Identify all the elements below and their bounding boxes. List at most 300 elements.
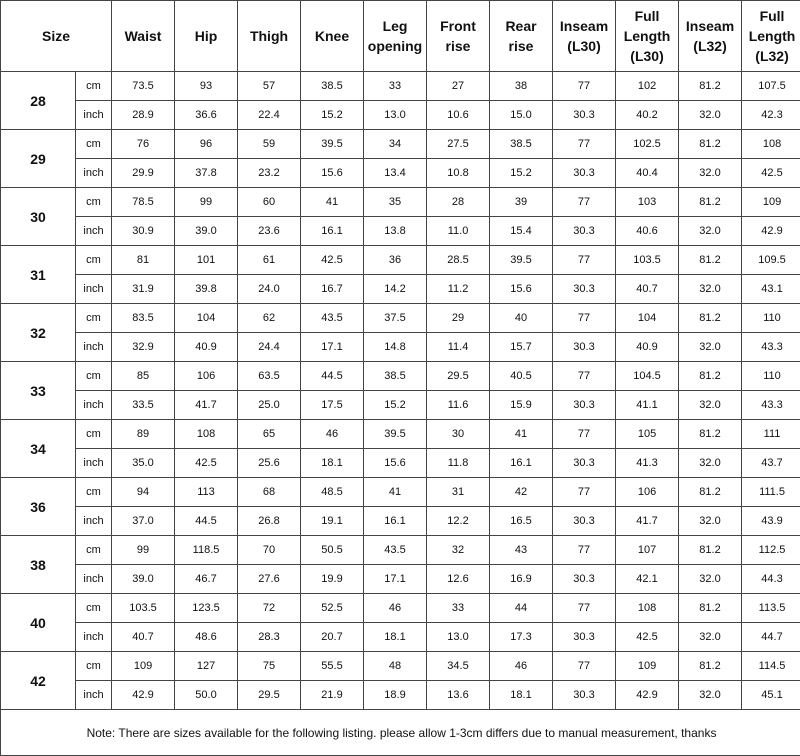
measurement-cell: 61 (238, 246, 301, 275)
measurement-cell: 35 (364, 188, 427, 217)
measurement-cell: 77 (553, 420, 616, 449)
measurement-cell: 101 (175, 246, 238, 275)
column-header (238, 1, 301, 72)
measurement-cell: 35.0 (112, 449, 175, 478)
measurement-cell: 32.0 (679, 101, 742, 130)
unit-label: inch (76, 565, 112, 594)
measurement-cell: 32 (427, 536, 490, 565)
column-header (742, 1, 800, 72)
measurement-cell: 28 (427, 188, 490, 217)
measurement-cell: 39.0 (112, 565, 175, 594)
measurement-cell: 70 (238, 536, 301, 565)
measurement-cell: 38.5 (490, 130, 553, 159)
column-header-line: Thigh (249, 28, 289, 44)
measurement-cell: 104 (616, 304, 679, 333)
column-header-line: Inseam (685, 18, 735, 34)
measurement-cell: 106 (616, 478, 679, 507)
unit-label: cm (76, 246, 112, 275)
table-row (1, 246, 800, 275)
measurement-cell: 44.3 (742, 565, 800, 594)
table-row (1, 130, 800, 159)
measurement-cell: 37.0 (112, 507, 175, 536)
table-row (1, 565, 800, 594)
measurement-cell: 25.6 (238, 449, 301, 478)
measurement-cell: 32.0 (679, 275, 742, 304)
measurement-cell: 16.9 (490, 565, 553, 594)
measurement-cell: 41.7 (175, 391, 238, 420)
measurement-cell: 76 (112, 130, 175, 159)
table-row (1, 101, 800, 130)
column-header (490, 1, 553, 72)
column-header-line: Leg (382, 18, 408, 34)
measurement-cell: 111.5 (742, 478, 800, 507)
measurement-cell: 44.7 (742, 623, 800, 652)
measurement-cell: 32.0 (679, 565, 742, 594)
measurement-cell: 21.9 (301, 681, 364, 710)
size-label: 31 (1, 246, 76, 304)
measurement-cell: 103 (616, 188, 679, 217)
measurement-cell: 27.6 (238, 565, 301, 594)
measurement-cell: 81.2 (679, 536, 742, 565)
measurement-cell: 11.8 (427, 449, 490, 478)
unit-label: cm (76, 130, 112, 159)
size-label: 40 (1, 594, 76, 652)
size-label: 32 (1, 304, 76, 362)
measurement-cell: 75 (238, 652, 301, 681)
measurement-cell: 33 (427, 594, 490, 623)
measurement-cell: 11.6 (427, 391, 490, 420)
measurement-cell: 46.7 (175, 565, 238, 594)
table-row (1, 159, 800, 188)
measurement-cell: 77 (553, 188, 616, 217)
measurement-cell: 43.3 (742, 391, 800, 420)
measurement-cell: 40.2 (616, 101, 679, 130)
measurement-cell: 118.5 (175, 536, 238, 565)
measurement-cell: 10.6 (427, 101, 490, 130)
unit-label: inch (76, 507, 112, 536)
measurement-cell: 30.3 (553, 333, 616, 362)
measurement-cell: 13.8 (364, 217, 427, 246)
measurement-cell: 68 (238, 478, 301, 507)
measurement-cell: 37.5 (364, 304, 427, 333)
column-header-line: rise (508, 38, 534, 54)
measurement-cell: 112.5 (742, 536, 800, 565)
measurement-cell: 109 (112, 652, 175, 681)
table-row (1, 478, 800, 507)
measurement-cell: 18.1 (364, 623, 427, 652)
table-row (1, 217, 800, 246)
measurement-cell: 13.6 (427, 681, 490, 710)
table-row (1, 275, 800, 304)
table-body (1, 72, 800, 710)
measurement-cell: 12.6 (427, 565, 490, 594)
measurement-cell: 30.3 (553, 449, 616, 478)
table-row (1, 420, 800, 449)
table-row (1, 623, 800, 652)
measurement-cell: 42.1 (616, 565, 679, 594)
column-header-line: Rear (505, 18, 537, 34)
column-header-line: Inseam (559, 18, 609, 34)
measurement-cell: 43.1 (742, 275, 800, 304)
unit-label: cm (76, 188, 112, 217)
measurement-cell: 32.0 (679, 391, 742, 420)
measurement-cell: 31.9 (112, 275, 175, 304)
measurement-cell: 11.4 (427, 333, 490, 362)
unit-label: cm (76, 362, 112, 391)
measurement-cell: 45.1 (742, 681, 800, 710)
measurement-cell: 30.3 (553, 623, 616, 652)
measurement-cell: 40.7 (616, 275, 679, 304)
measurement-cell: 41 (301, 188, 364, 217)
measurement-cell: 81.2 (679, 420, 742, 449)
measurement-cell: 15.2 (364, 391, 427, 420)
measurement-cell: 14.2 (364, 275, 427, 304)
measurement-cell: 41.7 (616, 507, 679, 536)
measurement-cell: 30.3 (553, 507, 616, 536)
measurement-cell: 81.2 (679, 246, 742, 275)
measurement-cell: 32.0 (679, 623, 742, 652)
measurement-cell: 42.5 (742, 159, 800, 188)
measurement-cell: 52.5 (301, 594, 364, 623)
measurement-cell: 99 (112, 536, 175, 565)
measurement-cell: 81.2 (679, 652, 742, 681)
measurement-cell: 78.5 (112, 188, 175, 217)
measurement-cell: 55.5 (301, 652, 364, 681)
column-header (112, 1, 175, 72)
measurement-cell: 93 (175, 72, 238, 101)
measurement-cell: 27.5 (427, 130, 490, 159)
column-header-line: Hip (194, 28, 218, 44)
measurement-cell: 23.6 (238, 217, 301, 246)
measurement-cell: 42.3 (742, 101, 800, 130)
measurement-cell: 110 (742, 304, 800, 333)
measurement-cell: 32.0 (679, 449, 742, 478)
measurement-cell: 23.2 (238, 159, 301, 188)
measurement-cell: 30.3 (553, 217, 616, 246)
measurement-cell: 30.3 (553, 391, 616, 420)
column-header-line: Length (748, 28, 796, 44)
measurement-cell: 77 (553, 246, 616, 275)
measurement-cell: 104.5 (616, 362, 679, 391)
measurement-cell: 43.5 (301, 304, 364, 333)
measurement-cell: 34 (364, 130, 427, 159)
measurement-cell: 46 (364, 594, 427, 623)
measurement-cell: 15.6 (490, 275, 553, 304)
column-header-line: (L30) (567, 38, 601, 54)
table-row (1, 333, 800, 362)
measurement-cell: 109 (742, 188, 800, 217)
measurement-cell: 81.2 (679, 188, 742, 217)
measurement-cell: 39.5 (490, 246, 553, 275)
size-label: 38 (1, 536, 76, 594)
measurement-cell: 17.5 (301, 391, 364, 420)
measurement-cell: 81.2 (679, 304, 742, 333)
measurement-cell: 11.2 (427, 275, 490, 304)
measurement-cell: 15.6 (301, 159, 364, 188)
measurement-cell: 24.0 (238, 275, 301, 304)
measurement-cell: 32.0 (679, 333, 742, 362)
measurement-cell: 81 (112, 246, 175, 275)
measurement-cell: 28.5 (427, 246, 490, 275)
measurement-cell: 103.5 (616, 246, 679, 275)
table-row (1, 304, 800, 333)
size-label: 29 (1, 130, 76, 188)
size-label: 28 (1, 72, 76, 130)
measurement-cell: 16.1 (490, 449, 553, 478)
measurement-cell: 42.5 (301, 246, 364, 275)
measurement-cell: 110 (742, 362, 800, 391)
measurement-cell: 102.5 (616, 130, 679, 159)
measurement-cell: 37.8 (175, 159, 238, 188)
measurement-cell: 34.5 (427, 652, 490, 681)
measurement-cell: 40.9 (175, 333, 238, 362)
measurement-cell: 77 (553, 652, 616, 681)
measurement-cell: 30 (427, 420, 490, 449)
measurement-cell: 108 (742, 130, 800, 159)
measurement-cell: 99 (175, 188, 238, 217)
measurement-cell: 28.9 (112, 101, 175, 130)
measurement-cell: 42.9 (112, 681, 175, 710)
measurement-cell: 17.1 (364, 565, 427, 594)
measurement-cell: 41.1 (616, 391, 679, 420)
unit-label: cm (76, 420, 112, 449)
measurement-cell: 48.5 (301, 478, 364, 507)
column-header (616, 1, 679, 72)
column-header-line: Knee (314, 28, 350, 44)
measurement-cell: 39.8 (175, 275, 238, 304)
column-header-line: (L30) (630, 48, 664, 64)
measurement-cell: 40.9 (616, 333, 679, 362)
measurement-cell: 43.7 (742, 449, 800, 478)
measurement-cell: 44.5 (301, 362, 364, 391)
measurement-cell: 33 (364, 72, 427, 101)
measurement-cell: 15.9 (490, 391, 553, 420)
measurement-cell: 114.5 (742, 652, 800, 681)
unit-label: inch (76, 333, 112, 362)
measurement-cell: 32.0 (679, 507, 742, 536)
measurement-cell: 30.3 (553, 159, 616, 188)
measurement-cell: 107 (616, 536, 679, 565)
measurement-cell: 40.5 (490, 362, 553, 391)
measurement-cell: 12.2 (427, 507, 490, 536)
measurement-cell: 16.7 (301, 275, 364, 304)
measurement-cell: 41 (364, 478, 427, 507)
measurement-cell: 113.5 (742, 594, 800, 623)
size-label: 34 (1, 420, 76, 478)
unit-label: inch (76, 217, 112, 246)
unit-label: cm (76, 536, 112, 565)
measurement-cell: 24.4 (238, 333, 301, 362)
measurement-cell: 15.2 (301, 101, 364, 130)
table-row (1, 536, 800, 565)
measurement-cell: 10.8 (427, 159, 490, 188)
measurement-cell: 31 (427, 478, 490, 507)
measurement-cell: 109 (616, 652, 679, 681)
measurement-cell: 20.7 (301, 623, 364, 652)
measurement-cell: 15.0 (490, 101, 553, 130)
table-row (1, 391, 800, 420)
table-row (1, 681, 800, 710)
measurement-cell: 105 (616, 420, 679, 449)
measurement-cell: 43 (490, 536, 553, 565)
measurement-cell: 26.8 (238, 507, 301, 536)
measurement-cell: 42.9 (742, 217, 800, 246)
column-header-line: Full (634, 8, 660, 24)
size-label: 33 (1, 362, 76, 420)
measurement-cell: 18.1 (301, 449, 364, 478)
measurement-cell: 40.6 (616, 217, 679, 246)
measurement-cell: 81.2 (679, 130, 742, 159)
measurement-cell: 60 (238, 188, 301, 217)
column-header-line: opening (367, 38, 423, 54)
unit-label: inch (76, 275, 112, 304)
measurement-cell: 36.6 (175, 101, 238, 130)
measurement-cell: 16.1 (364, 507, 427, 536)
column-header (679, 1, 742, 72)
unit-label: cm (76, 652, 112, 681)
column-header-line: Full (759, 8, 785, 24)
table-row (1, 188, 800, 217)
measurement-cell: 38 (490, 72, 553, 101)
measurement-cell: 46 (301, 420, 364, 449)
measurement-cell: 63.5 (238, 362, 301, 391)
measurement-cell: 81.2 (679, 594, 742, 623)
measurement-cell: 16.5 (490, 507, 553, 536)
measurement-cell: 48.6 (175, 623, 238, 652)
column-header-line: (L32) (755, 48, 789, 64)
measurement-cell: 43.3 (742, 333, 800, 362)
measurement-cell: 19.1 (301, 507, 364, 536)
header-row (1, 1, 800, 72)
measurement-cell: 85 (112, 362, 175, 391)
measurement-cell: 28.3 (238, 623, 301, 652)
measurement-cell: 39 (490, 188, 553, 217)
measurement-cell: 62 (238, 304, 301, 333)
measurement-cell: 33.5 (112, 391, 175, 420)
measurement-cell: 108 (175, 420, 238, 449)
measurement-cell: 29.5 (427, 362, 490, 391)
column-header-line: Length (623, 28, 671, 44)
measurement-cell: 83.5 (112, 304, 175, 333)
measurement-cell: 14.8 (364, 333, 427, 362)
measurement-cell: 29.9 (112, 159, 175, 188)
measurement-cell: 48 (364, 652, 427, 681)
measurement-cell: 32.9 (112, 333, 175, 362)
measurement-cell: 50.0 (175, 681, 238, 710)
measurement-cell: 81.2 (679, 478, 742, 507)
measurement-cell: 43.5 (364, 536, 427, 565)
measurement-cell: 11.0 (427, 217, 490, 246)
measurement-cell: 30.3 (553, 101, 616, 130)
table-row (1, 507, 800, 536)
measurement-cell: 30.9 (112, 217, 175, 246)
measurement-cell: 15.6 (364, 449, 427, 478)
measurement-cell: 17.1 (301, 333, 364, 362)
measurement-cell: 40 (490, 304, 553, 333)
measurement-cell: 42.5 (175, 449, 238, 478)
table-row (1, 594, 800, 623)
unit-label: inch (76, 681, 112, 710)
measurement-cell: 127 (175, 652, 238, 681)
measurement-cell: 107.5 (742, 72, 800, 101)
measurement-cell: 18.1 (490, 681, 553, 710)
measurement-cell: 15.2 (490, 159, 553, 188)
measurement-cell: 44.5 (175, 507, 238, 536)
column-header (175, 1, 238, 72)
measurement-cell: 32.0 (679, 159, 742, 188)
measurement-cell: 17.3 (490, 623, 553, 652)
measurement-cell: 15.7 (490, 333, 553, 362)
measurement-cell: 113 (175, 478, 238, 507)
measurement-cell: 22.4 (238, 101, 301, 130)
measurement-cell: 41 (490, 420, 553, 449)
measurement-cell: 42.5 (616, 623, 679, 652)
measurement-cell: 96 (175, 130, 238, 159)
measurement-cell: 123.5 (175, 594, 238, 623)
measurement-cell: 65 (238, 420, 301, 449)
measurement-cell: 30.3 (553, 681, 616, 710)
measurement-cell: 89 (112, 420, 175, 449)
column-header (301, 1, 364, 72)
measurement-cell: 30.3 (553, 565, 616, 594)
measurement-cell: 19.9 (301, 565, 364, 594)
measurement-cell: 25.0 (238, 391, 301, 420)
measurement-cell: 13.0 (427, 623, 490, 652)
measurement-cell: 15.4 (490, 217, 553, 246)
measurement-cell: 43.9 (742, 507, 800, 536)
measurement-cell: 16.1 (301, 217, 364, 246)
measurement-cell: 27 (427, 72, 490, 101)
unit-label: cm (76, 594, 112, 623)
measurement-cell: 77 (553, 362, 616, 391)
column-header-line: Front (440, 18, 476, 34)
table-row (1, 652, 800, 681)
measurement-cell: 108 (616, 594, 679, 623)
measurement-cell: 46 (490, 652, 553, 681)
measurement-cell: 94 (112, 478, 175, 507)
column-header-line: rise (445, 38, 471, 54)
measurement-cell: 77 (553, 594, 616, 623)
measurement-cell: 18.9 (364, 681, 427, 710)
table-row (1, 362, 800, 391)
measurement-cell: 77 (553, 72, 616, 101)
measurement-cell: 39.5 (364, 420, 427, 449)
measurement-cell: 106 (175, 362, 238, 391)
unit-label: inch (76, 449, 112, 478)
measurement-cell: 73.5 (112, 72, 175, 101)
note-text: Note: There are sizes available for the following listing. please allow 1-3cm differs due to manual measurement, thanks (1, 710, 800, 756)
size-label: 36 (1, 478, 76, 536)
measurement-cell: 29.5 (238, 681, 301, 710)
unit-label: inch (76, 101, 112, 130)
table-row (1, 449, 800, 478)
size-label: 30 (1, 188, 76, 246)
measurement-cell: 111 (742, 420, 800, 449)
measurement-cell: 50.5 (301, 536, 364, 565)
column-header (364, 1, 427, 72)
unit-label: cm (76, 478, 112, 507)
note-row (1, 710, 800, 756)
unit-label: inch (76, 159, 112, 188)
measurement-cell: 42 (490, 478, 553, 507)
measurement-cell: 30.3 (553, 275, 616, 304)
measurement-cell: 41.3 (616, 449, 679, 478)
measurement-cell: 13.4 (364, 159, 427, 188)
measurement-cell: 72 (238, 594, 301, 623)
measurement-cell: 77 (553, 130, 616, 159)
measurement-cell: 109.5 (742, 246, 800, 275)
table-row (1, 72, 800, 101)
